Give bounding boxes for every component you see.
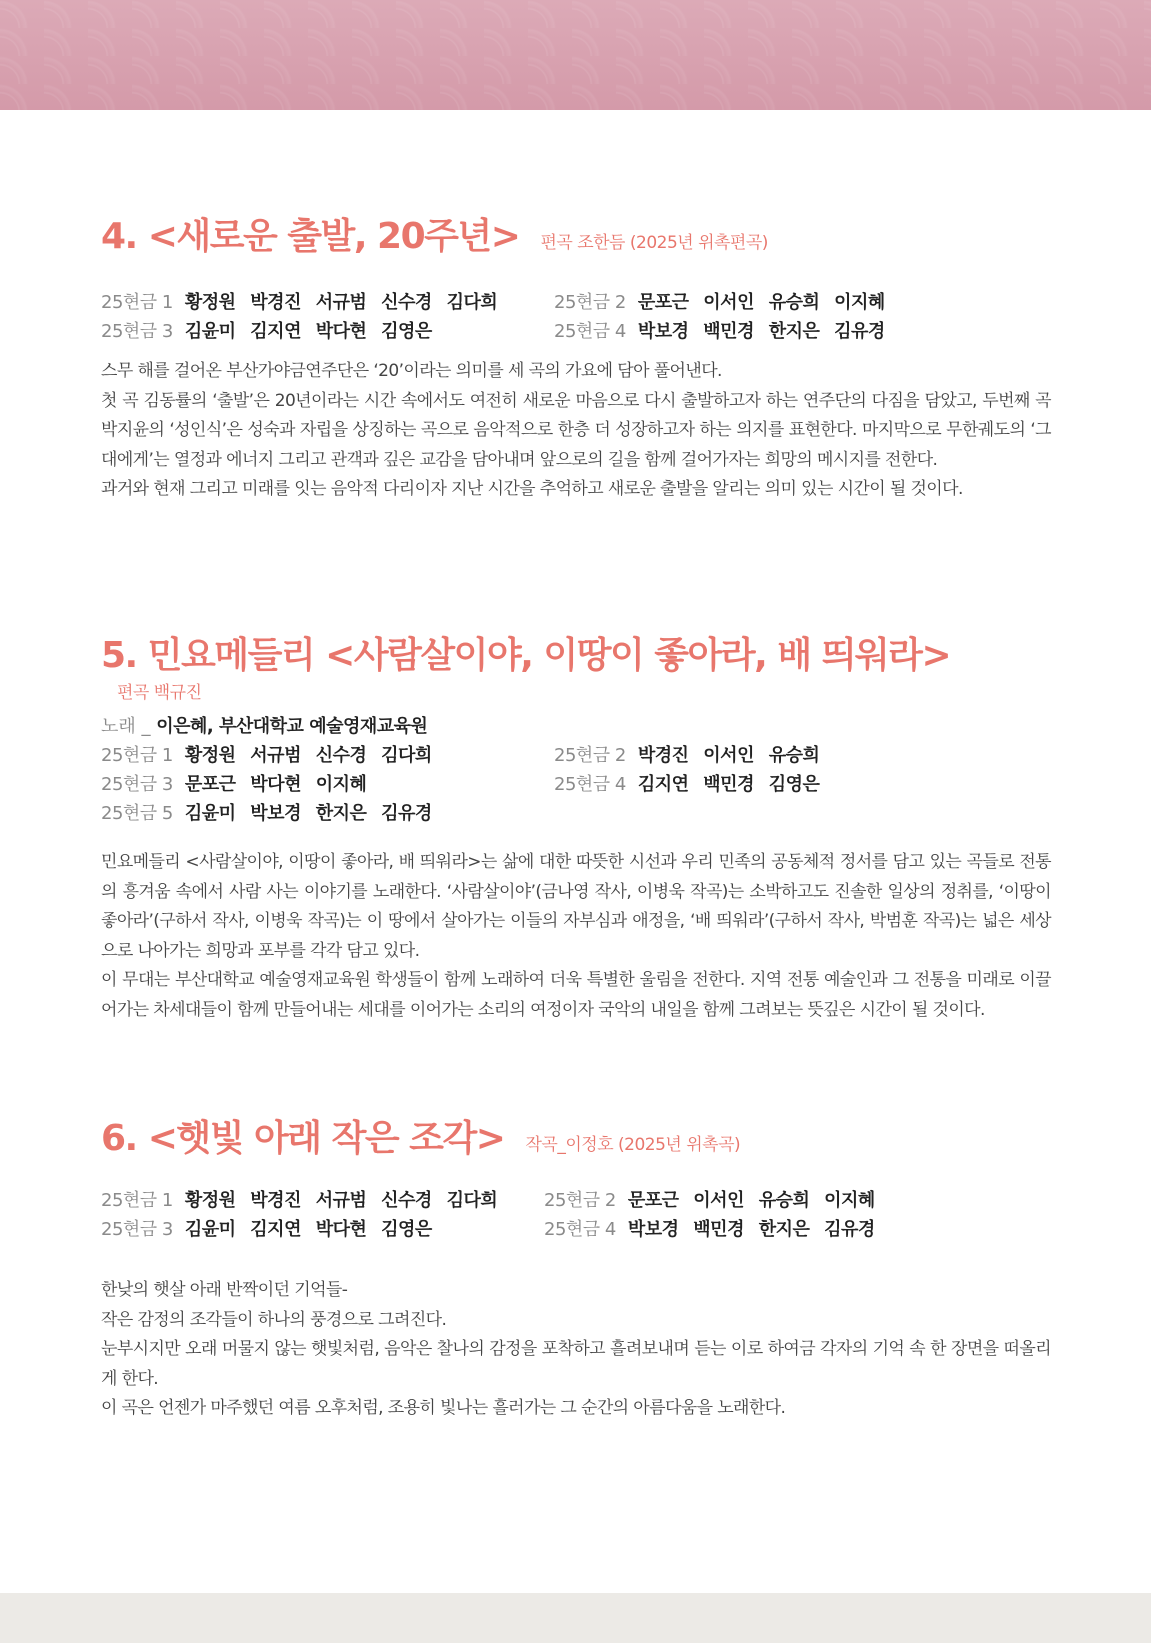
group-label: 25현금 3 — [101, 321, 173, 342]
program-item-title: 6. <햇빛 아래 작은 조각> — [101, 1118, 505, 1159]
roster-row — [101, 799, 1051, 828]
group-label: 25현금 3 — [101, 1219, 173, 1240]
description-paragraph: 스무 해를 걸어온 부산가야금연주단은 ‘20’이라는 의미를 세 곡의 가요에 담아 풀어낸다. — [101, 361, 722, 381]
group-label: 25현금 4 — [554, 321, 626, 342]
roster-row — [101, 317, 1051, 346]
roster-group — [554, 317, 885, 343]
decorative-footer-band — [0, 1593, 1151, 1643]
program-item-4 — [101, 208, 1051, 505]
roster-group — [554, 770, 819, 796]
performer-roster — [101, 712, 1051, 828]
roster-group — [101, 1215, 432, 1241]
group-members: 김윤미 김지연 박다현 김영은 — [184, 1219, 432, 1240]
roster-group — [554, 741, 819, 767]
roster-group — [101, 317, 432, 343]
program-item-heading — [101, 208, 1051, 260]
program-item-heading — [101, 1110, 1051, 1162]
description-paragraph: 작은 감정의 조각들이 하나의 풍경으로 그려진다. — [101, 1309, 447, 1330]
group-members: 김윤미 박보경 한지은 김유경 — [184, 803, 432, 824]
group-label: 25현금 2 — [554, 745, 626, 766]
roster-group — [101, 741, 432, 767]
group-members: 김윤미 김지연 박다현 김영은 — [184, 321, 432, 342]
roster-row — [101, 1186, 1051, 1215]
roster-group — [101, 1186, 497, 1212]
group-label: 25현금 1 — [101, 745, 173, 766]
group-label: 25현금 3 — [101, 774, 173, 795]
decorative-header-band — [0, 0, 1151, 110]
singer-credit — [101, 712, 1051, 741]
description-paragraph: 과거와 현재 그리고 미래를 잇는 음악적 다리이자 지난 시간을 추억하고 새로운 출발을 알리는 의미 있는 시간이 될 것이다. — [101, 479, 963, 499]
singer-label: 노래 _ — [101, 716, 157, 737]
group-label: 25현금 5 — [101, 803, 173, 824]
group-members: 박보경 백민경 한지은 김유경 — [627, 1219, 875, 1240]
composer-credit: 작곡_이정호 (2025년 위촉곡) — [525, 1135, 741, 1155]
group-label: 25현금 4 — [544, 1219, 616, 1240]
roster-group — [101, 770, 366, 796]
group-members: 문포근 이서인 유승희 이지혜 — [627, 1190, 875, 1211]
program-item-title: 4. <새로운 출발, 20주년> — [101, 216, 520, 257]
roster-row — [101, 1215, 1051, 1244]
group-members: 문포근 박다현 이지혜 — [184, 774, 367, 795]
group-members: 황정원 박경진 서규범 신수경 김다희 — [184, 1190, 498, 1211]
arranger-credit: 편곡 조한듬 (2025년 위촉편곡) — [540, 233, 768, 253]
description-paragraph: 한낮의 햇살 아래 반짝이던 기억들- — [101, 1280, 348, 1300]
performer-roster — [101, 288, 1051, 346]
group-label: 25현금 2 — [554, 292, 626, 313]
roster-group — [101, 288, 497, 314]
roster-group — [101, 799, 432, 825]
description-paragraph: 첫 곡 김동률의 ‘출발’은 20년이라는 시간 속에서도 여전히 새로운 마음으로 다시 출발하고자 하는 연주단의 다짐을 담았고, 두번째 곡 박지윤의 ‘성인식’은 성숙과 자립을 상징하는 곡으로 음악적으로 한층 더 성장하고자 하는 의지를 표현한다. 마지막으로 무한궤도의 ‘그대에게’는 열정과 에너지 그리고 관객과 깊은 교감을 담아내며 앞으로의 길을 함께 걸어가자는 희망의 메시지를 전한다. — [101, 390, 1051, 470]
roster-row — [101, 741, 1051, 770]
program-item-heading — [101, 627, 1051, 703]
roster-group — [544, 1215, 875, 1241]
program-item-title: 5. 민요메들리 <사람살이야, 이땅이 좋아라, 배 띄워라> — [101, 635, 951, 676]
group-members: 문포근 이서인 유승희 이지혜 — [637, 292, 885, 313]
group-label: 25현금 2 — [544, 1190, 616, 1211]
roster-row — [101, 770, 1051, 799]
group-members: 황정원 박경진 서규범 신수경 김다희 — [184, 292, 498, 313]
group-label: 25현금 4 — [554, 774, 626, 795]
group-members: 박경진 이서인 유승희 — [637, 745, 820, 766]
description-paragraph: 이 곡은 언젠가 마주했던 여름 오후처럼, 조용히 빛나는 흘러가는 그 순간의 아름다움을 노래한다. — [101, 1398, 786, 1418]
group-members: 황정원 서규범 신수경 김다희 — [184, 745, 432, 766]
roster-row — [101, 288, 1051, 317]
program-item-6 — [101, 1110, 1051, 1424]
program-description — [101, 848, 1051, 1025]
singer-names: 이은혜, 부산대학교 예술영재교육원 — [156, 716, 428, 737]
program-description — [101, 357, 1051, 505]
program-item-5 — [101, 627, 1051, 1025]
group-label: 25현금 1 — [101, 1190, 173, 1211]
group-members: 박보경 백민경 한지은 김유경 — [637, 321, 885, 342]
arranger-credit: 편곡 백규진 — [117, 683, 202, 703]
description-paragraph: 민요메들리 <사람살이야, 이땅이 좋아라, 배 띄워라>는 삶에 대한 따뜻한 시선과 우리 민족의 공동체적 정서를 담고 있는 곡들로 전통의 흥겨움 속에서 사람 사는 이야기를 노래한다. ‘사람살이야’(금나영 작사, 이병욱 작곡)는 소박하고도 진솔한 일상의 정취를, ‘이땅이 좋아라’(구하서 작사, 이병욱 작곡)는 이 땅에서 살아가는 이들의 자부심과 애정을, ‘배 띄워라’(구하서 작사, 박범훈 작곡)는 넓은 세상으로 나아가는 희망과 포부를 각각 담고 있다. — [101, 852, 1051, 961]
program-description — [101, 1276, 1051, 1424]
group-members: 김지연 백민경 김영은 — [637, 774, 820, 795]
description-paragraph: 눈부시지만 오래 머물지 않는 햇빛처럼, 음악은 찰나의 감정을 포착하고 흘려보내며 듣는 이로 하여금 각자의 기억 속 한 장면을 떠올리게 한다. — [101, 1339, 1051, 1389]
group-label: 25현금 1 — [101, 292, 173, 313]
roster-group — [554, 288, 885, 314]
description-paragraph: 이 무대는 부산대학교 예술영재교육원 학생들이 함께 노래하여 더욱 특별한 울림을 전한다. 지역 전통 예술인과 그 전통을 미래로 이끌어가는 차세대들이 함께 만들어내는 세대를 이어가는 소리의 여정이자 국악의 내일을 함께 그려보는 뜻깊은 시간이 될 것이다. — [101, 970, 1051, 1020]
roster-group — [544, 1186, 875, 1212]
performer-roster — [101, 1186, 1051, 1244]
